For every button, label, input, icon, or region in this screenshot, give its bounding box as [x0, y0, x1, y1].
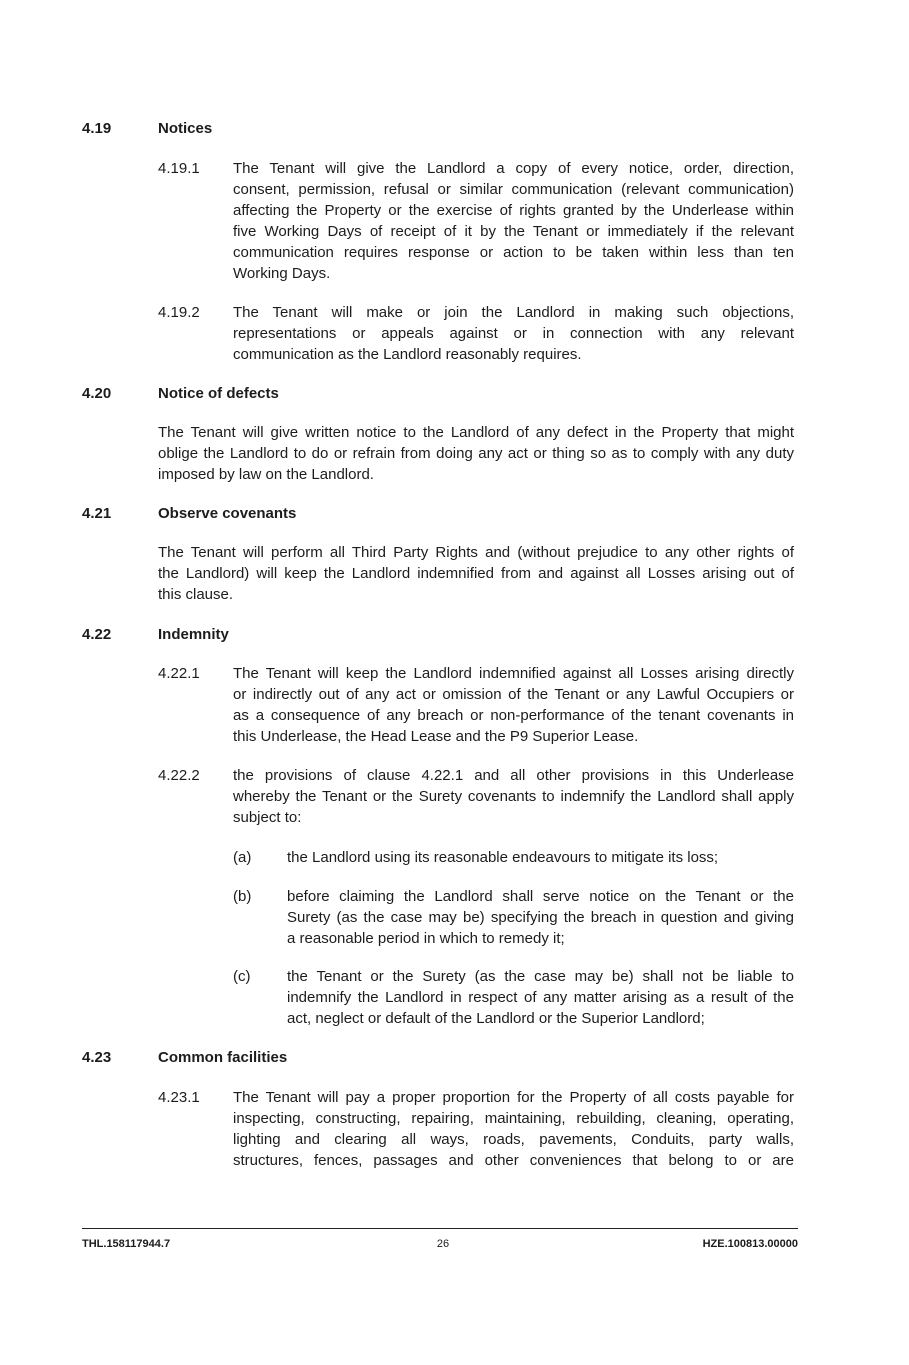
subclause-number: 4.22.2: [158, 767, 200, 784]
footer-right-reference: HZE.100813.00000: [702, 1238, 798, 1250]
clause-number: 4.22: [82, 626, 112, 643]
text-line: communication as the Landlord reasonably requires.: [233, 346, 582, 363]
text-line: the Landlord) will keep the Landlord indemnified from and against all Losses arising out of: [158, 565, 794, 582]
text-line: the Landlord using its reasonable endeavours to mitigate its loss;: [287, 849, 719, 866]
footer-rule: [82, 1228, 798, 1229]
text-line: structures, fences, passages and other conveniences that belong to or are: [233, 1152, 794, 1169]
text-line: or indirectly out of any act or omission of the Tenant or any Lawful Occupiers or: [233, 686, 794, 703]
subclause-number: 4.23.1: [158, 1089, 200, 1106]
text-line: inspecting, constructing, repairing, maintaining, rebuilding, cleaning, operating,: [233, 1110, 794, 1127]
text-line: this clause.: [158, 586, 234, 603]
text-line: indemnify the Landlord in respect of any matter arising as a result of the: [287, 989, 794, 1006]
clause-heading: Common facilities: [158, 1049, 288, 1066]
text-line: oblige the Landlord to do or refrain from doing any act or thing so as to comply with any duty: [158, 445, 794, 462]
clause-number: 4.23: [82, 1049, 112, 1066]
subclause-number: 4.22.1: [158, 665, 200, 682]
text-line: act, neglect or default of the Landlord or the Superior Landlord;: [287, 1010, 705, 1027]
clause-number: 4.19: [82, 120, 112, 137]
text-line: five Working Days of receipt of it by the Tenant or immediately if the relevant: [233, 223, 794, 240]
subclause-number: 4.19.2: [158, 304, 200, 321]
item-label: (c): [233, 968, 251, 985]
text-line: The Tenant will pay a proper proportion for the Property of all costs payable for: [233, 1089, 794, 1106]
text-line: the provisions of clause 4.22.1 and all other provisions in this Underlease: [233, 767, 794, 784]
text-line: as a consequence of any breach or non-performance of the tenant covenants in: [233, 707, 794, 724]
clause-number: 4.21: [82, 505, 112, 522]
page-number: 26: [436, 1238, 450, 1250]
footer-left-reference: THL.158117944.7: [82, 1238, 171, 1250]
text-line: The Tenant will make or join the Landlord in making such objections,: [233, 304, 794, 321]
text-line: The Tenant will give written notice to the Landlord of any defect in the Property that might: [158, 424, 794, 441]
text-line: affecting the Property or the exercise of rights granted by the Underlease within: [233, 202, 794, 219]
clause-number: 4.20: [82, 385, 112, 402]
text-line: subject to:: [233, 809, 302, 826]
text-line: consent, permission, refusal or similar communication (relevant communication): [233, 181, 794, 198]
text-line: imposed by law on the Landlord.: [158, 466, 374, 483]
text-line: The Tenant will perform all Third Party Rights and (without prejudice to any other rights of: [158, 544, 794, 561]
text-line: The Tenant will keep the Landlord indemnified against all Losses arising directly: [233, 665, 794, 682]
text-line: lighting and clearing all ways, roads, pavements, Conduits, party walls,: [233, 1131, 794, 1148]
clause-heading: Notice of defects: [158, 385, 279, 402]
text-line: whereby the Tenant or the Surety covenants to indemnify the Landlord shall apply: [233, 788, 794, 805]
text-line: the Tenant or the Surety (as the case may be) shall not be liable to: [287, 968, 794, 985]
text-line: before claiming the Landlord shall serve notice on the Tenant or the: [287, 888, 794, 905]
text-line: communication requires response or action to be taken within less than ten: [233, 244, 794, 261]
text-line: The Tenant will give the Landlord a copy of every notice, order, direction,: [233, 160, 794, 177]
subclause-number: 4.19.1: [158, 160, 200, 177]
item-label: (b): [233, 888, 252, 905]
text-line: Working Days.: [233, 265, 331, 282]
item-label: (a): [233, 849, 252, 866]
clause-heading: Notices: [158, 120, 213, 137]
clause-heading: Indemnity: [158, 626, 229, 643]
clause-heading: Observe covenants: [158, 505, 297, 522]
text-line: this Underlease, the Head Lease and the P9 Superior Lease.: [233, 728, 639, 745]
text-line: Surety (as the case may be) specifying the breach in question and giving: [287, 909, 794, 926]
text-line: a reasonable period in which to remedy it;: [287, 930, 565, 947]
text-line: representations or appeals against or in connection with any relevant: [233, 325, 794, 342]
